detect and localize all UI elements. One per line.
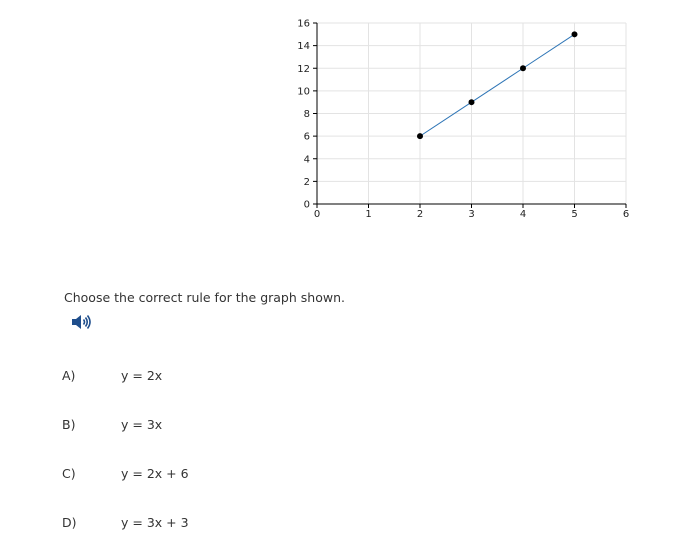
graph-axes — [313, 23, 626, 208]
x-tick-label: 4 — [519, 209, 527, 220]
data-point — [572, 31, 578, 37]
data-point — [469, 99, 475, 105]
x-tick-label: 3 — [468, 209, 475, 220]
y-tick-label: 6 — [303, 131, 310, 143]
y-tick-label: 14 — [297, 41, 310, 53]
choice-letter: A) — [62, 368, 76, 383]
x-tick-label: 5 — [571, 209, 578, 220]
answer-choice-c[interactable] — [62, 466, 262, 486]
x-tick-label: 6 — [622, 209, 630, 220]
graph-grid — [317, 23, 626, 204]
graph-tick-labels — [297, 19, 629, 221]
y-tick-label: 0 — [303, 199, 310, 211]
choice-expression: y = 2x — [121, 368, 163, 383]
x-tick-label: 0 — [313, 209, 321, 220]
x-tick-label: 1 — [365, 209, 372, 220]
choice-letter: B) — [62, 417, 76, 432]
question-text: Choose the correct rule for the graph shown. — [64, 290, 345, 305]
choice-letter: D) — [62, 515, 77, 530]
choice-expression: y = 2x + 6 — [121, 466, 189, 481]
y-tick-label: 10 — [297, 86, 310, 98]
y-tick-label: 2 — [303, 176, 310, 188]
series-line — [420, 34, 575, 136]
answer-choice-d[interactable] — [62, 515, 262, 535]
graph-series — [417, 31, 578, 139]
choice-expression: y = 3x + 3 — [121, 515, 189, 530]
speaker-icon[interactable] — [70, 312, 94, 332]
choice-expression: y = 3x — [121, 417, 163, 432]
data-point — [417, 133, 423, 139]
y-tick-label: 4 — [303, 154, 310, 166]
choice-letter: C) — [62, 466, 76, 481]
x-tick-label: 2 — [416, 209, 424, 220]
y-tick-label: 8 — [303, 109, 310, 120]
line-graph — [0, 0, 689, 240]
y-tick-label: 12 — [297, 63, 310, 75]
y-tick-label: 16 — [297, 18, 310, 30]
answer-choice-a[interactable] — [62, 368, 262, 388]
data-point — [520, 65, 526, 71]
answer-choice-b[interactable] — [62, 417, 262, 437]
